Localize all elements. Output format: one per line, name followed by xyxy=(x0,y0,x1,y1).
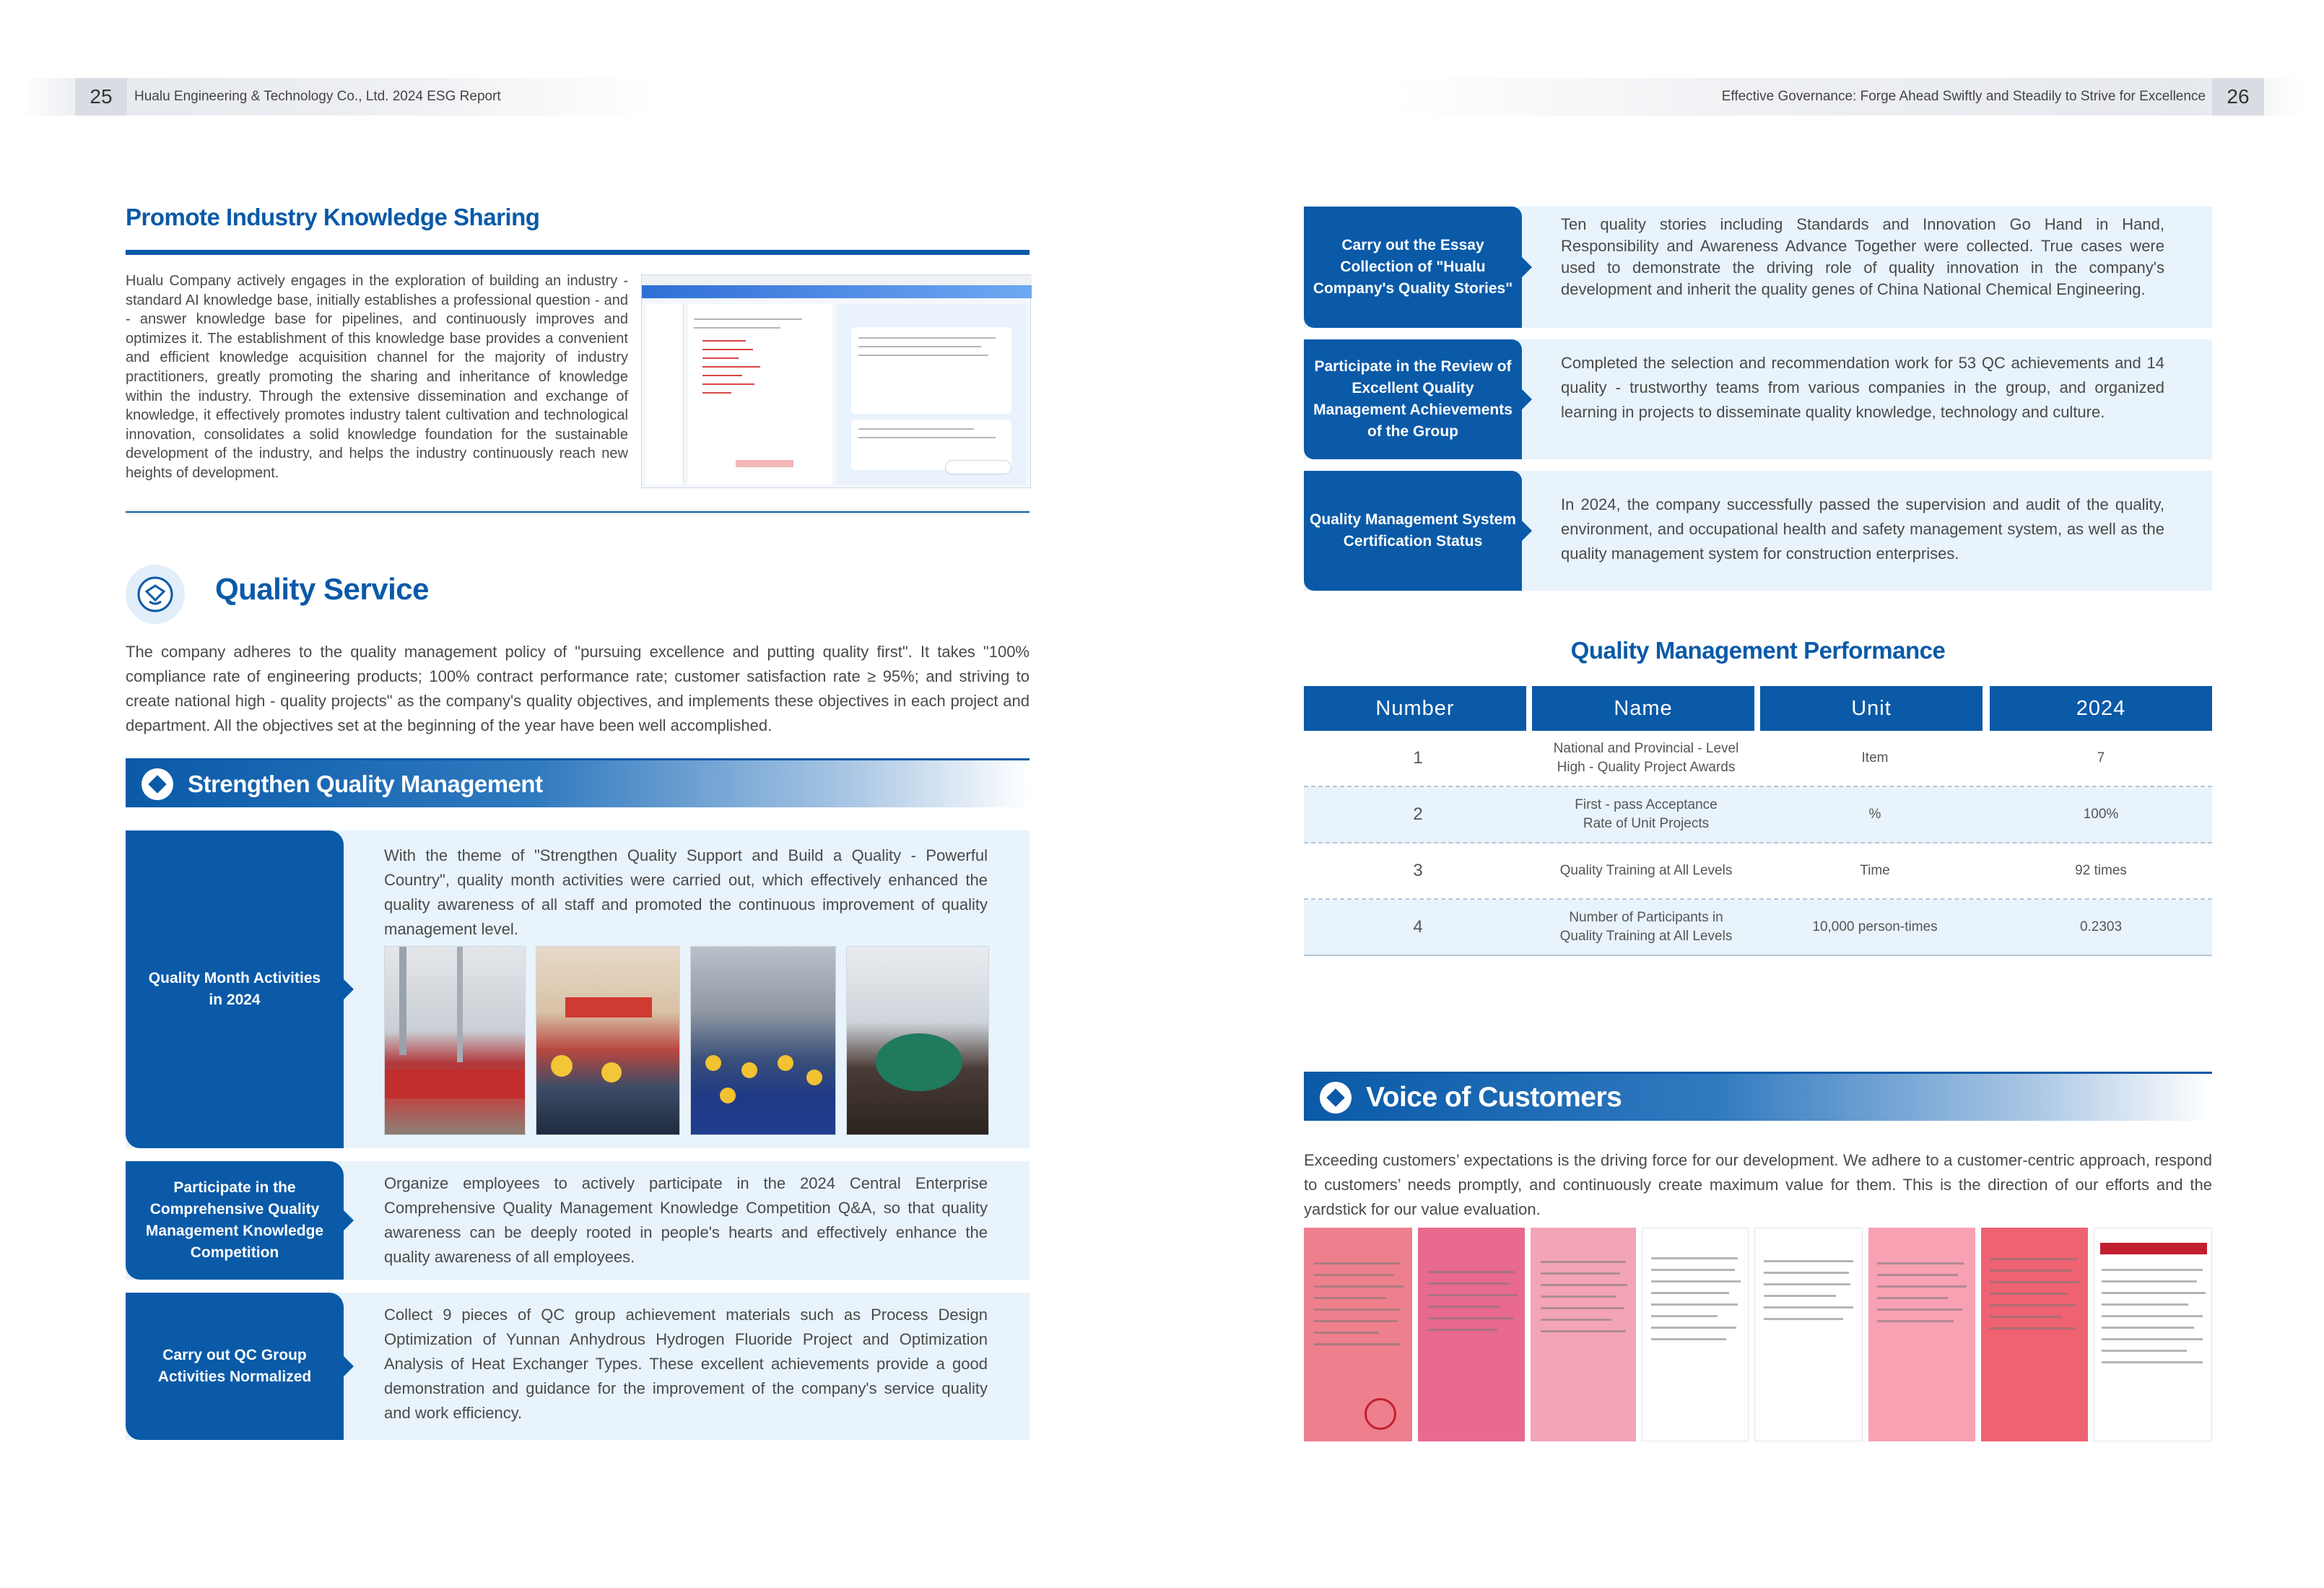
customer-letter-6 xyxy=(1868,1228,1975,1441)
photo-quality-month-conference xyxy=(846,946,989,1135)
knowledge-bottom-rule xyxy=(126,511,1030,513)
customer-letter-2 xyxy=(1418,1228,1525,1441)
photo-quality-month-workers xyxy=(690,946,836,1135)
photo-quality-month-meeting xyxy=(536,946,680,1135)
customer-letter-5 xyxy=(1754,1228,1863,1441)
photo-quality-month-banner xyxy=(384,946,526,1135)
quality-month-label: Quality Month Activities in 2024 xyxy=(126,830,344,1148)
quality-service-icon xyxy=(126,565,185,624)
customer-letter-4 xyxy=(1642,1228,1749,1441)
col-header-name: Name xyxy=(1532,686,1754,731)
cell-unit: 10,000 person-times xyxy=(1812,919,1938,934)
cell-value: 7 xyxy=(2097,750,2105,765)
cell-number: 1 xyxy=(1413,748,1423,768)
diamond-icon xyxy=(142,768,173,800)
quality-service-body: The company adheres to the quality management policy of "pursuing excellence and putting quality first". It takes "100% compliance rate of engineering products; 100% contract performance rate; customer satisfaction rate ≥ 95%; and striving to create national high - quality projects" as the company's quality objectives, and implements these objectives in each project and department. All the objectives set at the beginning of the year have been well accomplished. xyxy=(126,643,1030,734)
cell-name: First - pass Acceptance Rate of Unit Projects xyxy=(1575,797,1718,831)
col-header-2024: 2024 xyxy=(1990,686,2212,731)
table-row xyxy=(1304,787,2212,843)
cell-value: 100% xyxy=(2083,807,2119,822)
voice-title: Voice of Customers xyxy=(1366,1081,1622,1113)
col-header-number: Number xyxy=(1304,686,1526,731)
cell-value: 92 times xyxy=(2075,863,2127,878)
left-header-title: Hualu Engineering & Technology Co., Ltd. 2024 ESG Report xyxy=(134,89,501,104)
certification-text: In 2024, the company successfully passed the supervision and audit of the quality, environment, and occupational health and safety management system, as well as the quality management system for construction enterprises. xyxy=(1561,495,2164,563)
col-header-unit: Unit xyxy=(1760,686,1983,731)
strengthen-title: Strengthen Quality Management xyxy=(188,770,543,797)
qc-group-text: Collect 9 pieces of QC group achievement materials such as Process Design Optimization of Yunnan Anhydrous Hydrogen Fluoride Project and Optimization Analysis of Heat Exchanger Types. These excellent achievements provide a good demonstration and guidance for the improvement of the company's service quality and work efficiency. xyxy=(384,1306,988,1422)
diamond-icon xyxy=(1320,1082,1352,1114)
review-text: Completed the selection and recommendation work for 53 QC achievements and 14 quality - trustworthy teams from various companies in the group, and organized learning in projects to disseminate quality knowledge, technology and culture. xyxy=(1561,354,2164,421)
cell-unit: % xyxy=(1868,807,1881,822)
quality-month-text: With the theme of "Strengthen Quality Support and Build a Quality - Powerful Country", quality month activities were carried out, which effectively enhanced the quality awareness of all staff and promoted the continuous improvement of quality management level. xyxy=(384,846,988,938)
customer-letter-3 xyxy=(1531,1228,1636,1441)
cell-number: 2 xyxy=(1413,804,1423,824)
review-label: Participate in the Review of Excellent Quality Management Achievements of the Group xyxy=(1304,339,1522,459)
qc-group-label: Carry out QC Group Activities Normalized xyxy=(126,1293,344,1440)
cell-value: 0.2303 xyxy=(2079,919,2123,934)
customer-letter-7 xyxy=(1981,1228,2088,1441)
cell-name: Quality Training at All Levels xyxy=(1559,863,1733,878)
certification-label: Quality Management System Certification Status xyxy=(1304,471,1522,591)
cell-name: Number of Participants in Quality Training at All Levels xyxy=(1559,910,1733,944)
strengthen-banner xyxy=(126,758,1030,807)
competition-label: Participate in the Comprehensive Quality Management Knowledge Competition xyxy=(126,1161,344,1280)
cell-unit: Item xyxy=(1861,750,1889,765)
right-header-title: Effective Governance: Forge Ahead Swiftly and Steadily to Strive for Excellence xyxy=(1721,89,2206,104)
voice-body: Exceeding customers’ expectations is the driving force for our development. We adhere to a customer-centric approach, respond to customers’ needs promptly, and continuously create maximum value for them. This is the direction of our efforts and the yardstick for our value evaluation. xyxy=(1304,1151,2212,1218)
quality-service-title: Quality Service xyxy=(215,572,429,606)
customer-letter-8 xyxy=(2094,1228,2212,1441)
table-row xyxy=(1304,731,2212,787)
table-row xyxy=(1304,900,2212,956)
cell-number: 3 xyxy=(1413,861,1423,880)
voice-banner xyxy=(1304,1072,2212,1121)
customer-letter-1 xyxy=(1304,1228,1412,1441)
competition-text: Organize employees to actively participate in the 2024 Central Enterprise Comprehensive Quality Management Knowledge Competition Q&A, so that quality awareness can be deeply rooted in people's hearts and effectively enhance the quality awareness of all employees. xyxy=(384,1174,988,1266)
essay-text: Ten quality stories including Standards and Innovation Go Hand in Hand, Responsibility and Awareness Advance Together were collected. True cases were used to demonstrate the driving role of quality innovation in the company's development and inherit the quality genes of China National Chemical Engineering. xyxy=(1561,215,2164,298)
cell-name: National and Provincial - Level High - Quality Project Awards xyxy=(1553,741,1739,775)
cell-unit: Time xyxy=(1860,863,1890,878)
performance-title: Quality Management Performance xyxy=(1570,637,1946,664)
essay-label: Carry out the Essay Collection of "Hualu Company's Quality Stories" xyxy=(1304,207,1522,328)
knowledge-title: Promote Industry Knowledge Sharing xyxy=(126,204,540,230)
knowledge-rule xyxy=(126,250,1030,255)
knowledge-body: Hualu Company actively engages in the exploration of building an industry - standard AI knowledge base, initially establishes a professional question - and - answer knowledge base for pipelines, and continuously improves and optimizes it. The establishment of this knowledge base provides a convenient and efficient knowledge acquisition channel for the majority of industry practitioners, greatly promoting the sharing and inheritance of knowledge within the industry. Through the extensive dissemination and exchange of knowledge, it effectively promotes industry talent cultivation and technological innovation, consolidates a solid knowledge foundation for the sustainable development of the industry, and helps the industry continuously reach new heights of development. xyxy=(126,273,628,481)
ai-knowledge-screenshot xyxy=(641,274,1031,488)
table-row xyxy=(1304,843,2212,900)
cell-number: 4 xyxy=(1413,917,1423,937)
left-page-number: 25 xyxy=(75,78,127,116)
right-page-number: 26 xyxy=(2212,78,2264,116)
